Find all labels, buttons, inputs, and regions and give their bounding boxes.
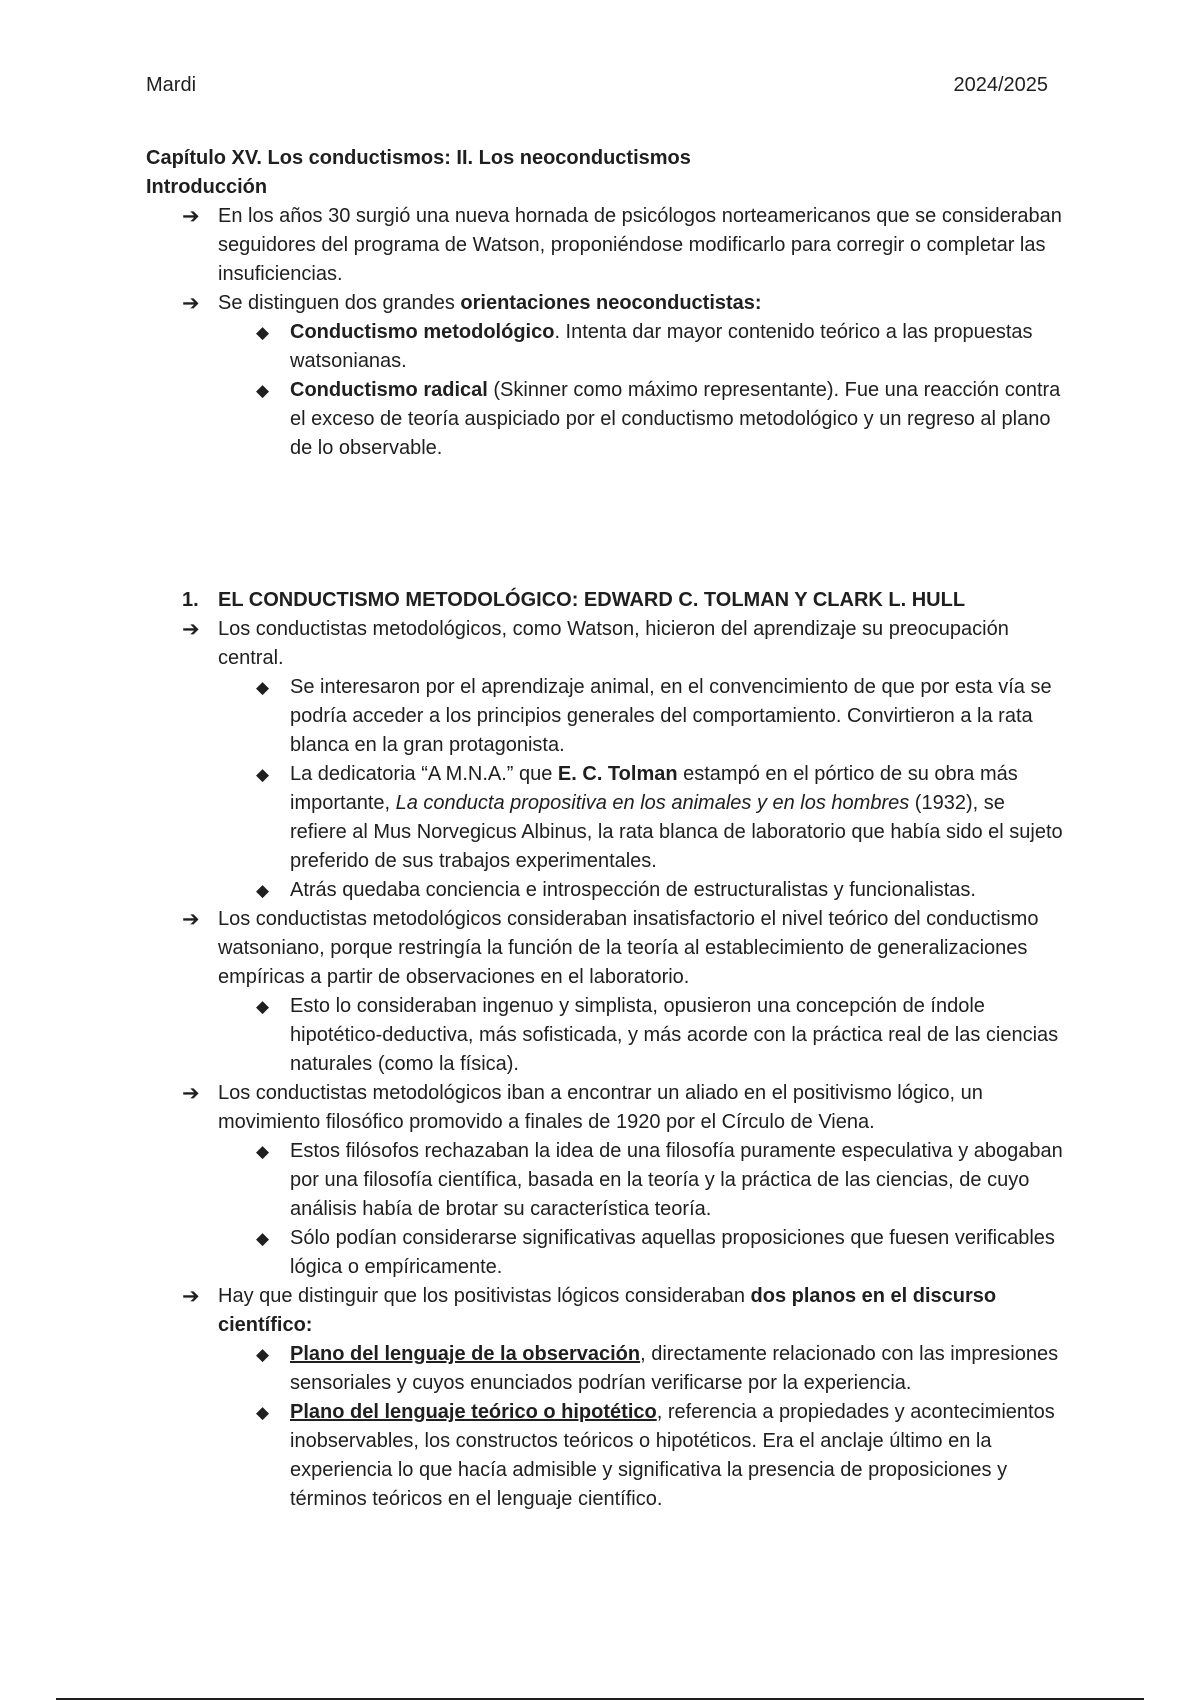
bold-underlined-text: Plano del lenguaje de la observación (290, 1343, 641, 1365)
sub-list-item (146, 318, 1066, 376)
arrow-icon: ➔ (182, 908, 200, 931)
diamond-bullet-icon: ◆ (256, 1403, 270, 1422)
italic-book-title: La conducta propositiva en los animales y en los hombres (395, 792, 910, 814)
paragraph-text: . Intenta dar mayor contenido teórico a las propuestas watsonianas. (290, 321, 1033, 372)
paragraph-text: , directamente relacionado con las impresiones sensoriales y cuyos enunciados podrían verificarse por la experiencia. (290, 1343, 1059, 1394)
diamond-bullet-icon: ◆ (256, 881, 270, 900)
sub-list-item (146, 992, 1066, 1079)
document-body (146, 144, 1066, 1514)
paragraph-text: En los años 30 surgió una nueva hornada de psicólogos norteamericanos que se consideraban seguidores del programa de Watson, proponiéndose modificarlo para corregir o completar las insuficiencias. (218, 205, 1062, 285)
list-item (146, 202, 1066, 289)
paragraph-text: (1932), se refiere al Mus Norvegicus Albinus, la rata blanca de laboratorio que había sido el sujeto preferido de sus trabajos experimentales. (290, 792, 1063, 872)
sub-list-item (146, 1224, 1066, 1282)
paragraph-text: Los conductistas metodológicos, como Watson, hicieron del aprendizaje su preocupación central. (218, 618, 1009, 669)
arrow-icon: ➔ (182, 618, 200, 641)
paragraph-text: Hay que distinguir que los positivistas lógicos consideraban (218, 1285, 751, 1307)
sub-list-item (146, 876, 1066, 905)
arrow-icon: ➔ (182, 205, 200, 228)
list-item (146, 1079, 1066, 1137)
diamond-bullet-icon: ◆ (256, 1345, 270, 1364)
sub-list-item (146, 673, 1066, 760)
arrow-icon: ➔ (182, 1285, 200, 1308)
paragraph-text: (Skinner como máximo representante). Fue una reacción contra el exceso de teoría auspiciado por el conductismo metodológico y un regreso al plano de lo observable. (290, 379, 1061, 459)
diamond-bullet-icon: ◆ (256, 765, 270, 784)
header-left: Mardi (146, 74, 197, 96)
bold-underlined-text: Plano del lenguaje teórico o hipotético (290, 1401, 657, 1423)
paragraph-text: Los conductistas metodológicos iban a encontrar un aliado en el positivismo lógico, un movimiento filosófico promovido a finales de 1920 por el Círculo de Viena. (218, 1082, 983, 1133)
paragraph-text: Los conductistas metodológicos consideraban insatisfactorio el nivel teórico del conductismo watsoniano, porque restringía la función de la teoría al establecimiento de generalizaciones empíricas a partir de observaciones en el laboratorio. (218, 908, 1039, 988)
section-number: 1. (182, 589, 199, 611)
paragraph-text: estampó en el pórtico de su obra más importante, (290, 763, 1018, 814)
sub-list-item (146, 760, 1066, 876)
bold-text: Conductismo metodológico (290, 321, 555, 343)
list-item (146, 289, 1066, 318)
chapter-title: Capítulo XV. Los conductismos: II. Los neoconductismos (146, 147, 691, 169)
arrow-icon: ➔ (182, 1082, 200, 1105)
section-heading (146, 586, 1066, 615)
paragraph-text: Atrás quedaba conciencia e introspección de estructuralistas y funcionalistas. (290, 879, 976, 901)
diamond-bullet-icon: ◆ (256, 678, 270, 697)
arrow-icon: ➔ (182, 292, 200, 315)
paragraph-text: , referencia a propiedades y acontecimientos inobservables, los constructos teóricos o hipotéticos. Era el anclaje último en la experiencia lo que hacía admisible y significativa la presencia de proposiciones y términos teóricos en el lenguaje científico. (290, 1401, 1055, 1510)
paragraph-text: Se distinguen dos grandes (218, 292, 461, 314)
diamond-bullet-icon: ◆ (256, 323, 270, 342)
bold-text: dos planos en el discurso científico: (218, 1285, 997, 1336)
diamond-bullet-icon: ◆ (256, 1229, 270, 1248)
sub-list-item (146, 376, 1066, 463)
diamond-bullet-icon: ◆ (256, 997, 270, 1016)
paragraph-text: Se interesaron por el aprendizaje animal, en el convencimiento de que por esta vía se podría acceder a los principios generales del comportamiento. Convirtieron a la rata blanca en la gran protagonista. (290, 676, 1052, 756)
paragraph-text: Estos filósofos rechazaban la idea de una filosofía puramente especulativa y abogaban por una filosofía científica, basada en la teoría y la práctica de las ciencias, de cuyo análisis había de brotar su característica teoría. (290, 1140, 1063, 1220)
intro-heading: Introducción (146, 176, 268, 198)
sub-list-item (146, 1340, 1066, 1398)
sub-list-item (146, 1137, 1066, 1224)
paragraph-text: Esto lo consideraban ingenuo y simplista, opusieron una concepción de índole hipotético-deductiva, más sofisticada, y más acorde con la práctica real de las ciencias naturales (como la física). (290, 995, 1059, 1075)
paragraph-text: La dedicatoria “A M.N.A.” que (290, 763, 558, 785)
bold-text: E. C. Tolman (557, 763, 678, 785)
paragraph-text: Sólo podían considerarse significativas aquellas proposiciones que fuesen verificables lógica o empíricamente. (290, 1227, 1055, 1278)
diamond-bullet-icon: ◆ (256, 381, 270, 400)
list-item (146, 1282, 1066, 1340)
diamond-bullet-icon: ◆ (256, 1142, 270, 1161)
section-title: EL CONDUCTISMO METODOLÓGICO: EDWARD C. TOLMAN Y CLARK L. HULL (218, 589, 966, 611)
sub-list-item (146, 1398, 1066, 1514)
bold-text: Conductismo radical (290, 379, 488, 401)
spacer (146, 463, 1066, 586)
bold-text: orientaciones neoconductistas: (460, 292, 762, 314)
list-item (146, 615, 1066, 673)
list-item (146, 905, 1066, 992)
header-right: 2024/2025 (953, 74, 1048, 96)
